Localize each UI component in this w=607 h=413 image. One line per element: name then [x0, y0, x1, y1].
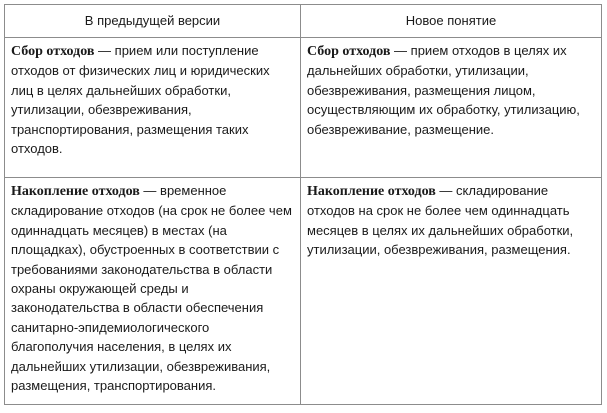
term-label: Накопление отходов	[11, 184, 140, 199]
header-row	[5, 5, 602, 38]
term-label: Сбор отходов	[11, 44, 95, 59]
cell-new-waste-accumulation	[301, 178, 602, 405]
cell-new-waste-collection	[301, 38, 602, 178]
comparison-table	[4, 4, 602, 405]
term-label: Накопление отходов	[307, 184, 436, 199]
header-previous-version: В предыдущей версии	[5, 5, 301, 38]
definition-text: — складирование отходов на срок не более чем одиннадцать месяцев в целях их дальнейших обработки, утилизации, обезвреживания, размещения.	[307, 183, 574, 258]
table-row	[5, 178, 602, 405]
cell-previous-waste-accumulation	[5, 178, 301, 405]
term-label: Сбор отходов	[307, 44, 391, 59]
definition-text: — прием или поступление отходов от физических лиц и юридических лиц в целях дальнейших обработки, утилизации, обезвреживания, транспортирования, размещения таких отходов.	[11, 43, 270, 157]
definition-text: — временное складирование отходов (на срок не более чем одиннадцать месяцев) в местах (на площадках), обустроенных в соответствии с требованиями законодательства в области охраны окружающей среды и законодательства в области обеспечения санитарно-эпидемиологического благополучия населения, в целях их дальнейших утилизации, обезвреживания, размещения, транспортирования.	[11, 183, 292, 394]
definition-text: — прием отходов в целях их дальнейших обработки, утилизации, обезвреживания, размещения лицом, осуществляющим их обработку, утилизацию, обезвреживание, размещение.	[307, 43, 580, 137]
header-new-concept: Новое понятие	[301, 5, 602, 38]
cell-previous-waste-collection	[5, 38, 301, 178]
table-row	[5, 38, 602, 178]
